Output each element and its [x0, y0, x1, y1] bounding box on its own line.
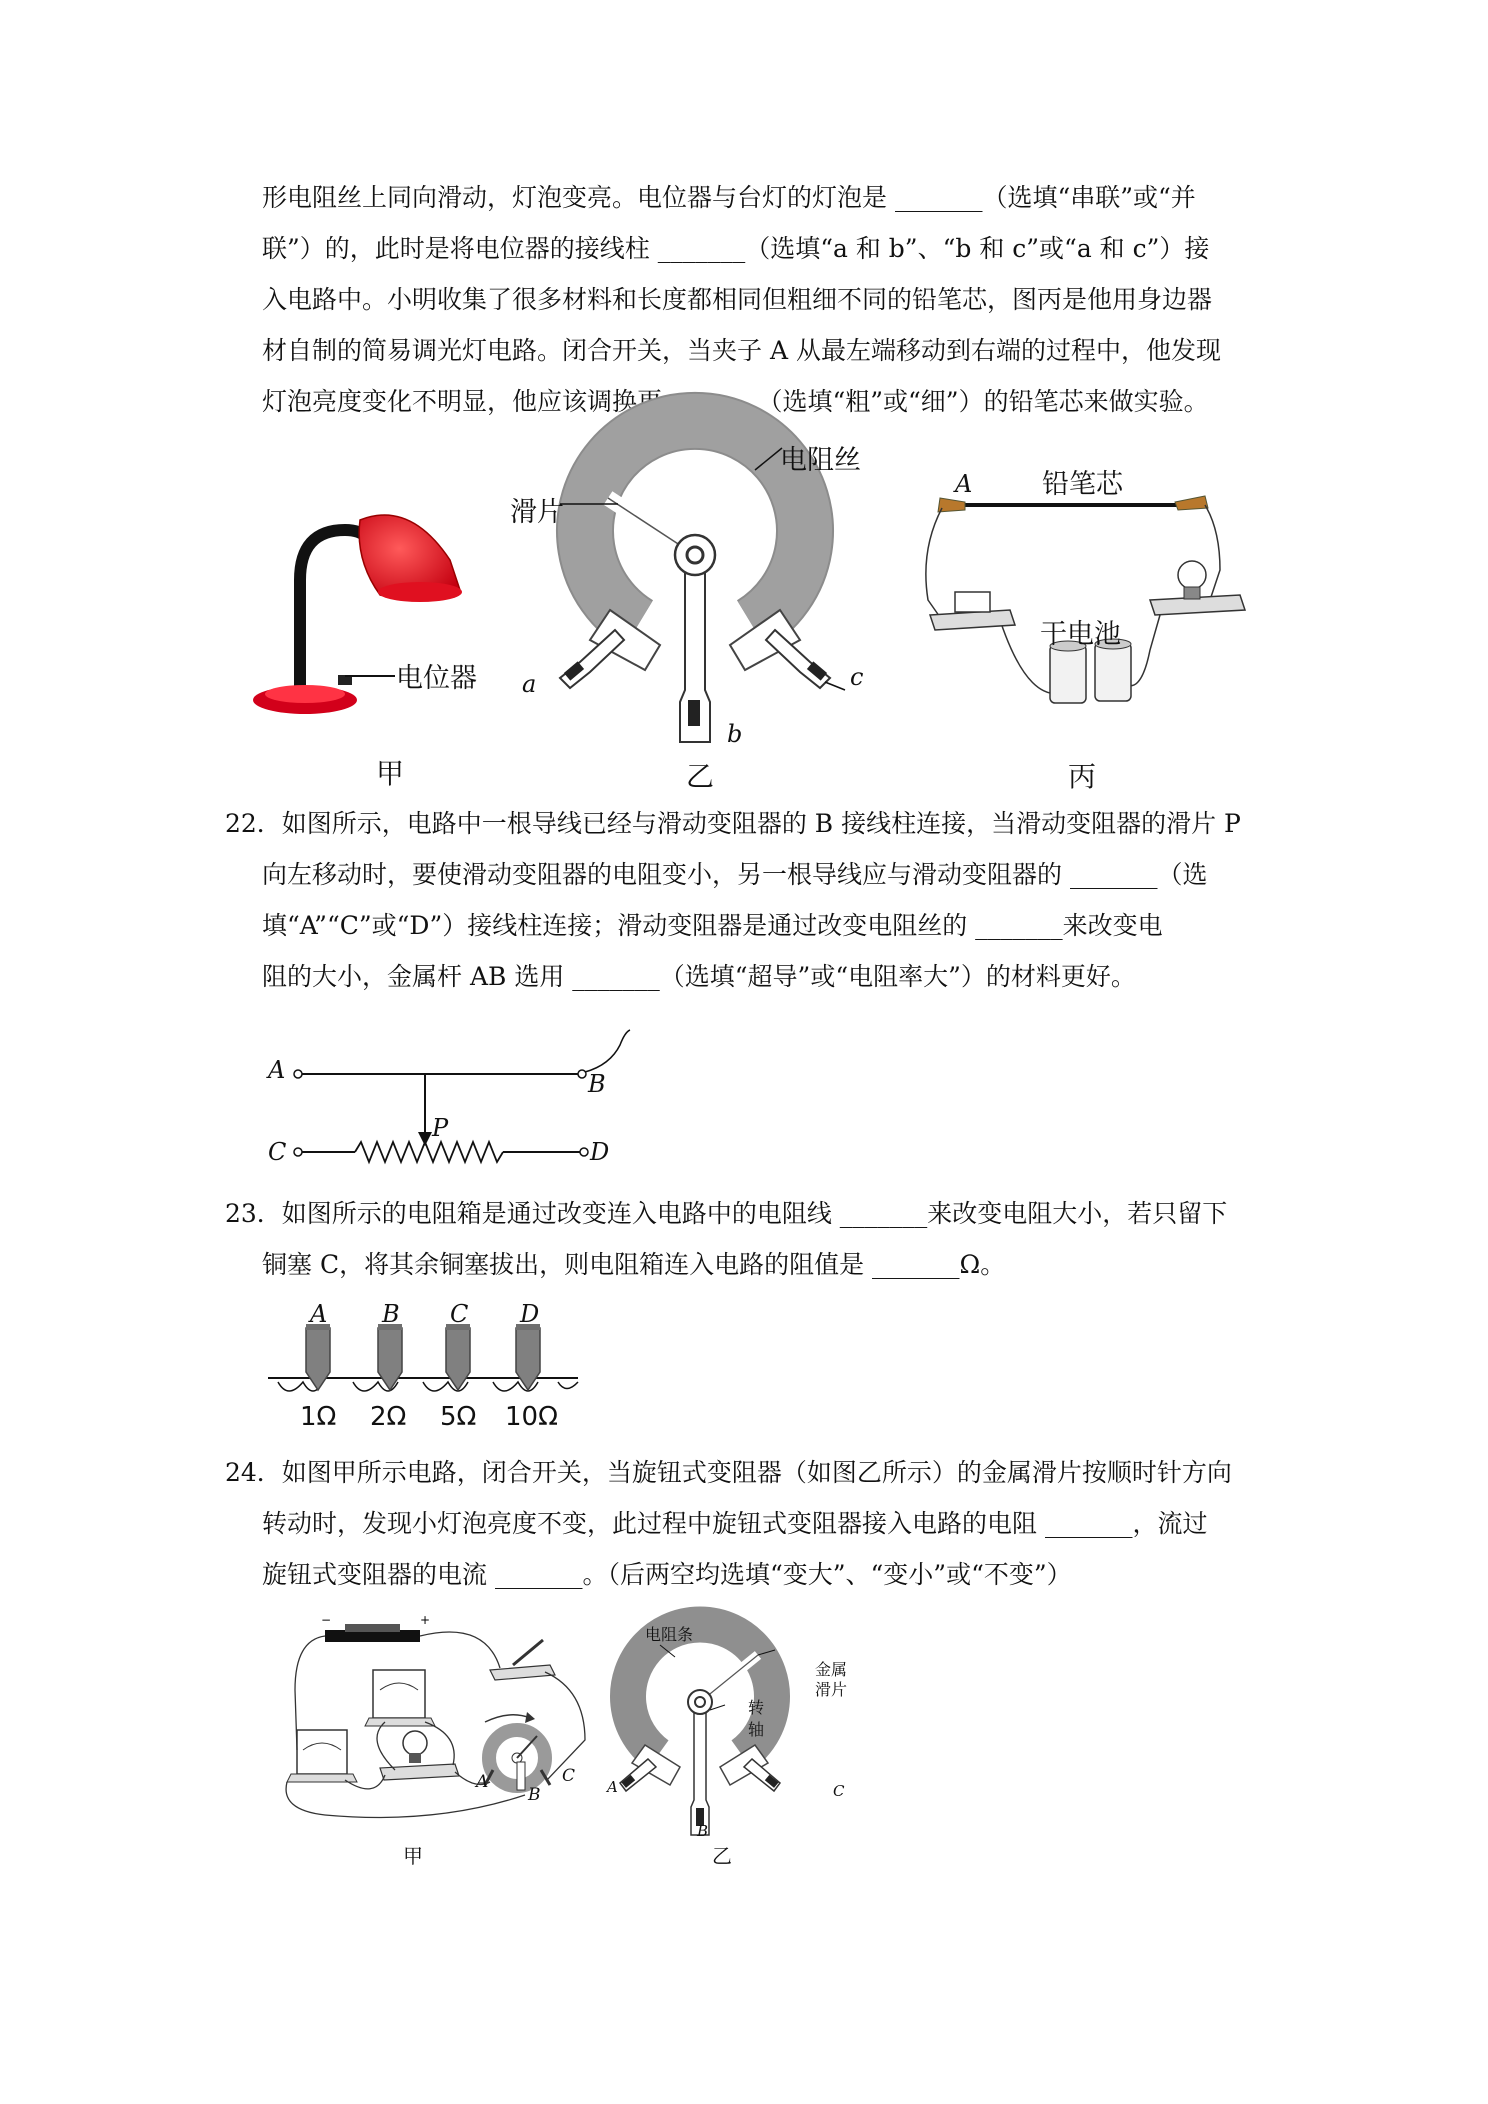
- q21-label-pencil: 铅笔芯: [1042, 469, 1123, 500]
- q23-plug-B: B: [382, 1300, 400, 1328]
- q21-caption-bing: 丙: [1068, 760, 1097, 793]
- q23-line-1: 23．如图所示的电阻箱是通过改变连入电路中的电阻线 _______来改变电阻大小，若只留下: [225, 1199, 1228, 1228]
- q21-label-battery: 干电池: [1040, 619, 1121, 650]
- q22-line-2: 向左移动时，要使滑动变阻器的电阻变小，另一根导线应与滑动变阻器的 _______（选: [262, 860, 1208, 889]
- q24-label-zhou: 轴: [748, 1720, 765, 1739]
- q22-label-D: D: [590, 1138, 610, 1166]
- q23-plug-A: A: [310, 1300, 328, 1328]
- q22-label-B: B: [588, 1070, 606, 1098]
- q21-term-a: a: [522, 670, 537, 698]
- q21-caption-yi: 乙: [686, 760, 715, 793]
- q23-plug-D: D: [520, 1300, 540, 1328]
- q21-line-2: 联”）的，此时是将电位器的接线柱 _______（选填“a 和 b”、“b 和 c”或“a 和 c”）接: [262, 234, 1210, 263]
- q24-label-metal: 金属: [815, 1660, 848, 1679]
- q24-jia-B: B: [528, 1785, 541, 1805]
- q24-line-3: 旋钮式变阻器的电流 _______。（后两空均选填“变大”、“变小”或“不变”）: [262, 1560, 1072, 1589]
- svg-text:+: +: [420, 1613, 431, 1627]
- svg-text:−: −: [321, 1613, 332, 1627]
- q21-label-wire: 电阻丝: [780, 445, 861, 476]
- q21-line-1: 形电阻丝上同向滑动，灯泡变亮。电位器与台灯的灯泡是 _______（选填“串联”或“并: [262, 183, 1196, 212]
- q22-label-P: P: [432, 1114, 449, 1142]
- q21-caption-jia: 甲: [376, 757, 405, 790]
- q24-circuit-figure: [285, 1610, 605, 1840]
- q21-label-slider: 滑片: [510, 497, 564, 528]
- q24-yi-C: C: [833, 1782, 845, 1800]
- q24-jia-A: A: [476, 1772, 489, 1792]
- q21-line-5: 灯泡亮度变化不明显，他应该调换更 _______（选填“粗”或“细”）的铅笔芯来做实验。: [262, 387, 1209, 416]
- q21-lamp-pointer: [340, 670, 400, 682]
- q23-plug-C: C: [450, 1300, 469, 1328]
- q24-label-strip: 电阻条: [645, 1625, 694, 1644]
- q24-label-slider: 滑片: [815, 1680, 848, 1699]
- q24-line-2: 转动时，发现小灯泡亮度不变，此过程中旋钮式变阻器接入电路的电阻 _______，流过: [262, 1509, 1208, 1538]
- q22-line-4: 阻的大小，金属杆 AB 选用 _______（选填“超导”或“电阻率大”）的材料更好。: [262, 962, 1136, 991]
- q21-term-c: c: [850, 663, 864, 691]
- q23-line-2: 铜塞 C，将其余铜塞拔出，则电阻箱连入电路的阻值是 _______Ω。: [262, 1250, 1006, 1279]
- q22-label-C: C: [268, 1138, 287, 1166]
- q21-label-A: A: [955, 470, 973, 498]
- q24-jia-C: C: [562, 1766, 576, 1786]
- q24-label-zhuan: 转: [748, 1698, 765, 1717]
- q23-value-10: 10Ω: [505, 1402, 558, 1432]
- q23-value-2: 2Ω: [370, 1402, 407, 1432]
- q24-caption-yi: 乙: [712, 1844, 732, 1868]
- q21-term-b: b: [727, 720, 743, 748]
- q24-yi-B: B: [697, 1822, 709, 1840]
- q23-value-1: 1Ω: [300, 1402, 337, 1432]
- q21-label-potentiometer: 电位器: [396, 663, 477, 694]
- q21-line-3: 入电路中。小明收集了很多材料和长度都相同但粗细不同的铅笔芯，图丙是他用身边器: [262, 285, 1213, 314]
- q24-yi-A: A: [607, 1778, 618, 1796]
- q21-figure-potentiometer: [520, 440, 880, 760]
- q23-value-5: 5Ω: [440, 1402, 477, 1432]
- q22-label-A: A: [268, 1056, 286, 1084]
- q24-line-1: 24．如图甲所示电路，闭合开关，当旋钮式变阻器（如图乙所示）的金属滑片按顺时针方向: [225, 1458, 1232, 1487]
- q21-line-4: 材自制的简易调光灯电路。闭合开关，当夹子 A 从最左端移动到右端的过程中，他发现: [262, 336, 1221, 365]
- q22-line-3: 填“A”“C”或“D”）接线柱连接；滑动变阻器是通过改变电阻丝的 _______来改变电: [262, 911, 1163, 940]
- q24-caption-jia: 甲: [403, 1844, 423, 1868]
- q22-line-1: 22．如图所示，电路中一根导线已经与滑动变阻器的 B 接线柱连接，当滑动变阻器的滑片 P: [225, 809, 1241, 838]
